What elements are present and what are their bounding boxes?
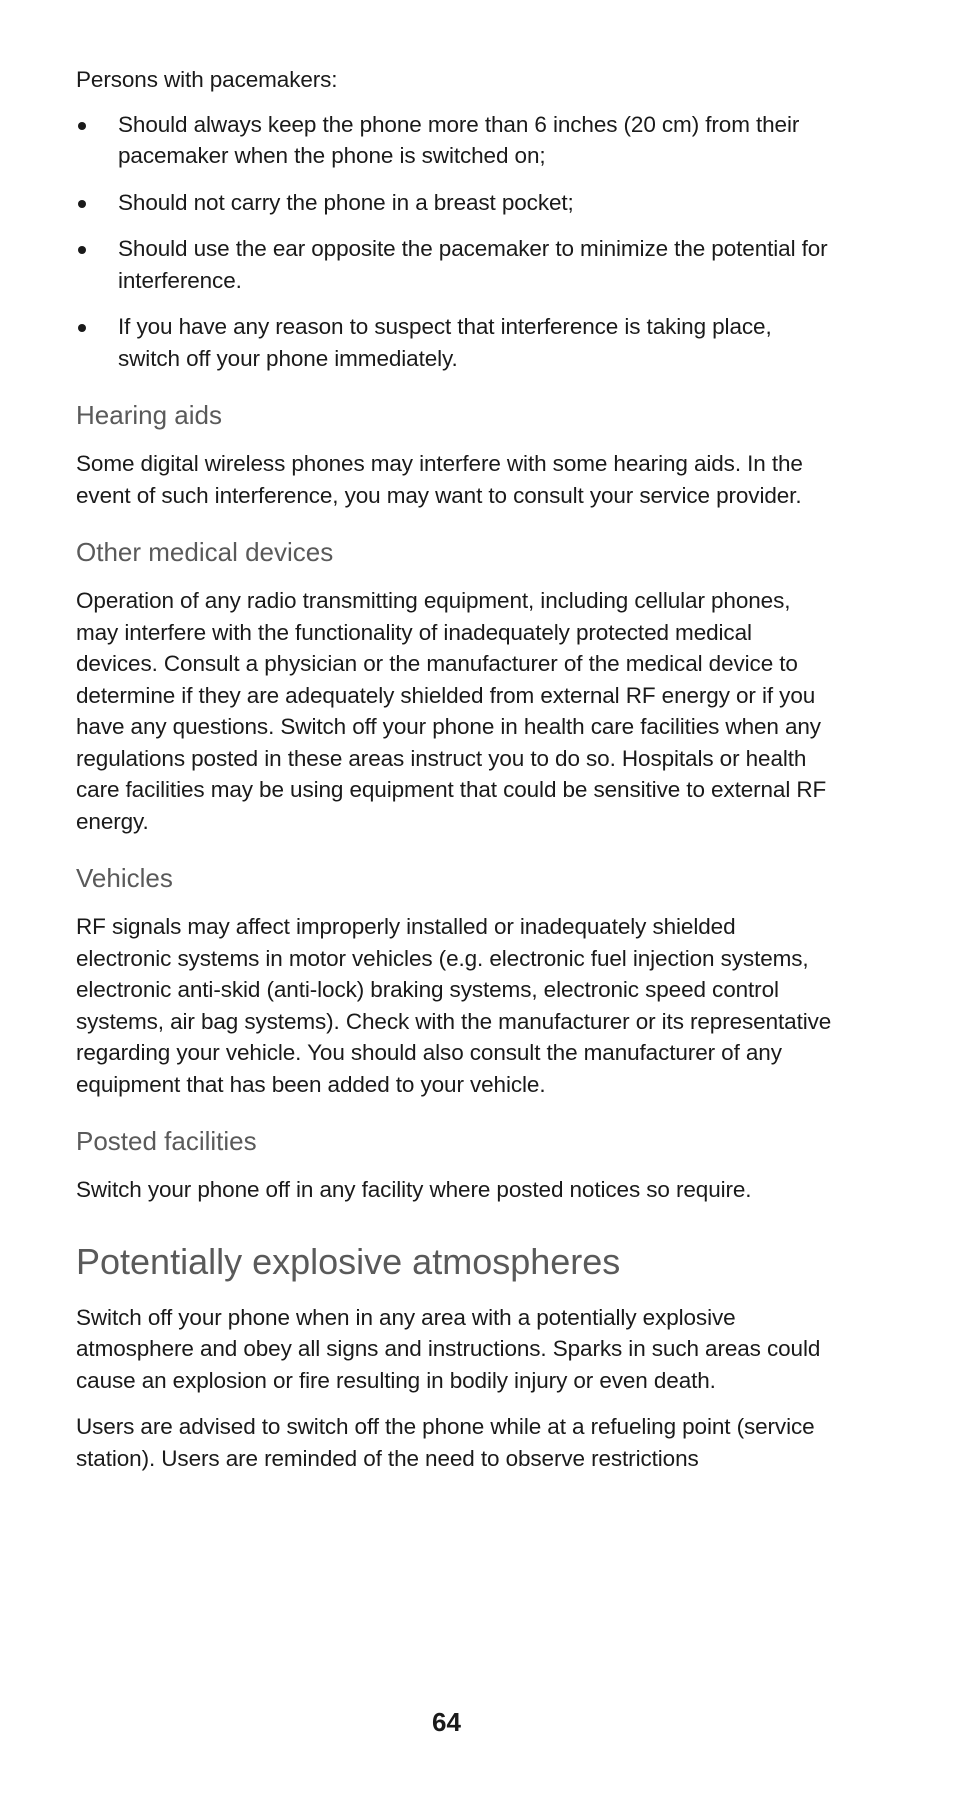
vehicles-section <box>76 861 836 1100</box>
section-heading: Other medical devices <box>76 537 334 567</box>
section-body: Switch off your phone when in any area with a potentially explosive atmosphere and obey all signs and instructions. Sparks in such areas could cause an explosion or fire resulting in bodily injury or even death. <box>76 1304 821 1393</box>
list-item-text: If you have any reason to suspect that interference is taking place, switch off your phone immediately. <box>118 314 772 371</box>
list-item <box>76 109 836 172</box>
page-number: 64 <box>432 1707 461 1737</box>
bullet-icon <box>78 324 86 332</box>
bullet-icon <box>78 200 86 208</box>
other-medical-devices-section <box>76 535 836 837</box>
list-item <box>76 187 836 219</box>
bullet-icon <box>78 246 86 254</box>
posted-facilities-section <box>76 1124 836 1206</box>
section-heading: Posted facilities <box>76 1126 257 1156</box>
hearing-aids-section <box>76 398 836 511</box>
section-body: Operation of any radio transmitting equipment, including cellular phones, may interfere with the functionality of inadequately protected medical devices. Consult a physician or the manufacturer of the medical device to determine if they are adequately shielded from external RF energy or if you have any questions. Switch off your phone in health care facilities when any regulations posted in these areas instruct you to do so. Hospitals or health care facilities may be using equipment that could be sensitive to external RF energy. <box>76 588 827 834</box>
list-item-text: Should use the ear opposite the pacemaker to minimize the potential for interference. <box>118 236 828 293</box>
section-body: Users are advised to switch off the phone while at a refueling point (service station). Users are reminded of the need to observe restrictions <box>76 1414 815 1471</box>
bullet-icon <box>78 122 86 130</box>
section-heading: Hearing aids <box>76 400 222 430</box>
explosive-atmospheres-section <box>76 1240 836 1475</box>
section-body: Some digital wireless phones may interfere with some hearing aids. In the event of such interference, you may want to consult your service provider. <box>76 451 803 508</box>
list-item <box>76 233 836 296</box>
list-item-text: Should not carry the phone in a breast pocket; <box>118 189 574 215</box>
pacemaker-intro: Persons with pacemakers: <box>76 67 338 92</box>
section-heading: Vehicles <box>76 863 173 893</box>
section-body: RF signals may affect improperly installed or inadequately shielded electronic systems in motor vehicles (e.g. electronic fuel injection systems, electronic anti-skid (anti-lock) braking systems, electronic speed control systems, air bag systems). Check with the manufacturer or its representative regarding your vehicle. You should also consult the manufacturer of any equipment that has been added to your vehicle. <box>76 914 832 1097</box>
chapter-heading: Potentially explosive atmospheres <box>76 1240 621 1282</box>
section-body: Switch your phone off in any facility where posted notices so require. <box>76 1177 752 1202</box>
list-item <box>76 311 836 374</box>
pacemaker-list <box>76 109 836 375</box>
list-item-text: Should always keep the phone more than 6 inches (20 cm) from their pacemaker when the phone is switched on; <box>118 111 800 168</box>
document-page <box>76 64 836 1474</box>
